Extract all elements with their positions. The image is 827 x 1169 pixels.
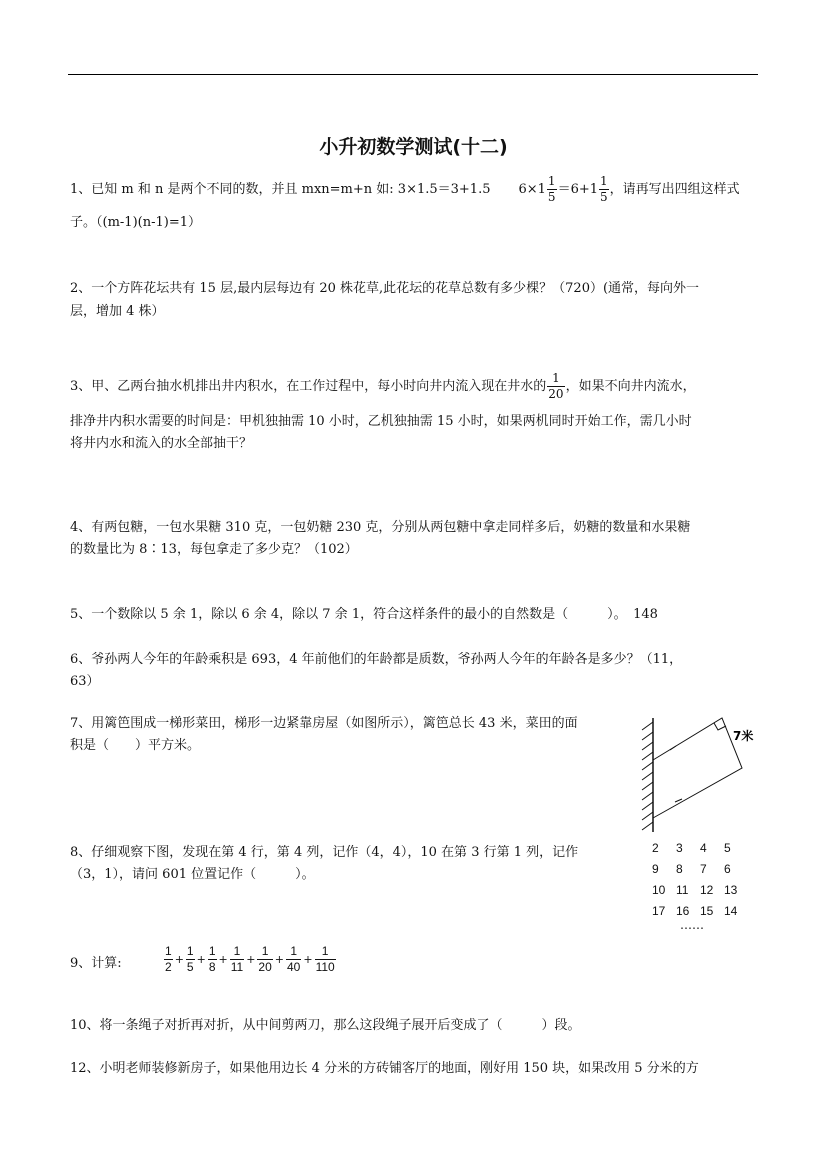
question-2-line-2: 层，增加 4 株） bbox=[70, 304, 165, 319]
question-8-line-2: （3，1），请问 601 位置记作（ ）。 bbox=[70, 867, 315, 882]
number-grid bbox=[652, 838, 748, 922]
question-4-line-2: 的数量比为 8∶13，每包拿走了多少克？（102） bbox=[70, 542, 358, 557]
question-10: 10、将一条绳子对折再对折，从中间剪两刀，那么这段绳子展开后变成了（ ）段。 bbox=[70, 1018, 581, 1033]
grid-row: 17 16 15 14 bbox=[652, 904, 738, 918]
fraction: $\frac{1}{20}$ bbox=[258, 944, 272, 974]
question-3-line-3: 将井内水和流入的水全部抽干？ bbox=[70, 436, 253, 451]
fraction: $\frac{1}{40}$ bbox=[286, 944, 301, 974]
diagram-label-7m: 7米 bbox=[733, 729, 754, 743]
grid-row: 9 8 7 6 bbox=[652, 862, 731, 876]
grid-row: 2 3 4 5 bbox=[652, 841, 731, 855]
question-1-line-2: 子。（(m-1)(n-1)=1） bbox=[70, 215, 201, 230]
question-2-line-1: 2、一个方阵花坛共有 15 层,最内层每边有 20 株花草,此花坛的花草总数有多少棵？（720）(通常，每向外一 bbox=[70, 281, 700, 296]
question-3-line-1: 3、甲、乙两台抽水机排出井内积水，在工作过程中，每小时向井内流入现在井水的 $\frac{1}{20}$ ，如果不向井内流水， bbox=[70, 371, 696, 401]
fraction-sum: $\frac{1}{2}$ + $\frac{1}{5}$ + $\frac{1}{8}$ + $\frac{1}{11}$ + $\frac{1}{20}$ + $\frac{1}{40}$ + $\frac{1}{110}$ bbox=[165, 944, 335, 974]
fraction: $\frac{1}{2}$ bbox=[165, 944, 172, 974]
fraction: $\frac{1}{20}$ bbox=[548, 371, 564, 401]
question-3-line-2: 排净井内积水需要的时间是：甲机独抽需 10 小时，乙机独抽需 15 小时，如果两机同时开始工作，需几小时 bbox=[70, 414, 692, 429]
fraction: $\frac{1}{5}$ bbox=[600, 174, 608, 204]
question-6-line-2: 63） bbox=[70, 674, 100, 689]
fraction: $\frac{1}{11}$ bbox=[230, 944, 244, 974]
question-8-line-1: 8、仔细观察下图，发现在第 4 行，第 4 列，记作（4，4），10 在第 3 行第 1 列，记作 bbox=[70, 845, 579, 860]
question-7-line-1: 7、用篱笆围成一梯形菜田，梯形一边紧靠房屋（如图所示），篱笆总长 43 米，菜田的面 bbox=[70, 716, 578, 731]
question-5: 5、一个数除以 5 余 1，除以 6 余 4，除以 7 余 1，符合这样条件的最小的自然数是（ ）。 148 bbox=[70, 607, 658, 622]
question-1-line-1: 1、已知 m 和 n 是两个不同的数，并且 mxn=m+n 如: 3×1.5＝3+1.5 6×1 $\frac{1}{5}$ ＝6+1 $\frac{1}{5}$ ，请再写出四组这样式 bbox=[70, 174, 740, 204]
fraction: $\frac{1}{5}$ bbox=[547, 174, 556, 204]
question-7-line-2: 积是（ ）平方米。 bbox=[70, 738, 201, 753]
question-12-line-1: 12、小明老师装修新房子，如果他用边长 4 分米的方砖铺客厅的地面，刚好用 150 块，如果改用 5 分米的方 bbox=[70, 1061, 699, 1076]
question-6-line-1: 6、爷孙两人今年的年龄乘积是 693，4 年前他们的年龄都是质数，爷孙两人今年的年龄各是多少？（11， bbox=[70, 652, 683, 667]
grid-row: 10 11 12 13 bbox=[652, 883, 738, 897]
trapezoid-garden-diagram bbox=[630, 710, 765, 835]
question-4-line-1: 4、有两包糖，一包水果糖 310 克，一包奶糖 230 克，分别从两包糖中拿走同样多后，奶糖的数量和水果糖 bbox=[70, 520, 691, 535]
fraction: $\frac{1}{8}$ bbox=[208, 944, 216, 974]
grid-ellipsis: …… bbox=[680, 918, 704, 932]
question-9-label: 9、计算: bbox=[70, 956, 122, 971]
fraction: $\frac{1}{110}$ bbox=[315, 944, 335, 974]
header-rule bbox=[68, 74, 758, 75]
page-title: 小升初数学测试(十二) bbox=[319, 136, 508, 158]
fraction: $\frac{1}{5}$ bbox=[186, 944, 194, 974]
